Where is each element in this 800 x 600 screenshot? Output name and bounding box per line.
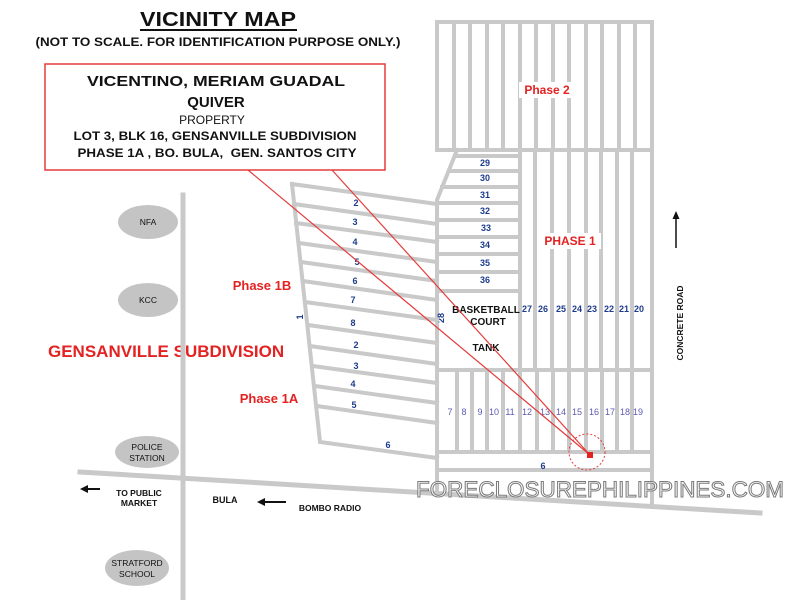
lot-number: 17 [604, 407, 616, 417]
lot-number: 5 [351, 400, 357, 410]
phase-2-label: Phase 2 [524, 83, 570, 97]
phase-1-upper-lot-dividers [437, 150, 652, 370]
basketball-court-label-line1: BASKETBALL [452, 305, 520, 316]
lot-number: 1 [295, 314, 305, 320]
lot-number: 3 [352, 217, 358, 227]
lot-number: 29 [479, 158, 491, 168]
lot-number: 8 [350, 318, 356, 328]
phase-2-block [437, 22, 652, 150]
lot-number: 19 [632, 407, 644, 417]
phase-1-label: PHASE 1 [544, 234, 596, 248]
disclaimer-subtitle: (NOT TO SCALE. FOR IDENTIFICATION PURPOSE ONLY.) [35, 35, 401, 49]
lot-number: 4 [350, 379, 356, 389]
lot-number: 36 [479, 275, 491, 285]
police-station-marker [115, 436, 179, 468]
landmark-nfa [118, 205, 178, 239]
property-address-line2: PHASE 1A , BO. BULA, GEN. SANTOS CITY [77, 146, 357, 160]
subdivision-label: GENSANVILLE SUBDIVISION [48, 342, 285, 361]
lot-number: 25 [555, 304, 567, 314]
lot-number: 5 [354, 257, 360, 267]
lot-number: 20 [633, 304, 645, 314]
lot-number: 16 [588, 407, 600, 417]
bula-road-label: BULA [212, 495, 238, 505]
lot-number: 15 [571, 407, 583, 417]
lot-number: 2 [353, 340, 359, 350]
phase-1a-label: Phase 1A [239, 391, 299, 406]
lot-number: 14 [555, 407, 567, 417]
lot-number: 34 [479, 240, 491, 250]
lot-number: 18 [619, 407, 631, 417]
property-callout-box [45, 64, 385, 170]
lot-number: 11 [505, 407, 515, 417]
lot-number: 10 [488, 407, 500, 417]
lot-number: 6 [385, 440, 391, 450]
basketball-court-label-line2: COURT [470, 317, 506, 328]
property-owner-line1: VICENTINO, MERIAM GUADAL [87, 73, 345, 90]
landmark-kcc [118, 283, 178, 317]
arrow-left-icon [80, 485, 100, 493]
lot-number: 4 [352, 237, 358, 247]
police-station-label-line2: STATION [129, 453, 165, 463]
stratford-school-marker [105, 550, 169, 586]
lot-number: 8 [461, 407, 467, 417]
lot-number: 6 [352, 276, 358, 286]
lot-number: 21 [618, 304, 630, 314]
map-title: VICINITY MAP [140, 9, 296, 31]
lot-number: 33 [480, 223, 492, 233]
lot-number: 32 [479, 206, 491, 216]
lot-number: 31 [479, 190, 491, 200]
stratford-school-label-line2: SCHOOL [119, 569, 155, 579]
arrow-up-icon [673, 211, 680, 248]
bombo-radio-label: BOMBO RADIO [298, 503, 362, 513]
phase-1-block [436, 150, 652, 507]
stratford-school-label-line1: STRATFORD [111, 558, 163, 568]
property-owner-line2: QUIVER [187, 94, 245, 111]
landmark-police-station [115, 436, 179, 468]
landmark-stratford-school [105, 550, 169, 586]
lot-number: 26 [537, 304, 549, 314]
phase-1-column-lot-dividers [437, 150, 520, 370]
lot-number: 7 [447, 407, 453, 417]
lot-number: 24 [571, 304, 583, 314]
lot-number: 23 [586, 304, 598, 314]
tank-label: TANK [472, 343, 500, 354]
lot-number: 2 [353, 198, 359, 208]
lot-number: 13 [539, 407, 551, 417]
lot-number: 12 [521, 407, 533, 417]
police-station-label-line1: POLICE [131, 442, 163, 452]
lot-number: 9 [477, 407, 483, 417]
to-public-market-label-line1: TO PUBLIC [116, 488, 162, 498]
phase-1b-label: Phase 1B [232, 278, 292, 293]
lot-number: 6 [540, 461, 546, 471]
lot-number: 30 [479, 173, 491, 183]
kcc-label: KCC [139, 295, 157, 305]
lot-number: 28 [436, 312, 446, 324]
property-label: PROPERTY [179, 113, 245, 127]
lot-number: 22 [603, 304, 615, 314]
property-address-line1: LOT 3, BLK 16, GENSANVILLE SUBDIVISION [73, 129, 357, 143]
lot-number: 7 [350, 295, 356, 305]
lot-number: 3 [353, 361, 359, 371]
nfa-label: NFA [139, 217, 157, 227]
to-public-market-label-line2: MARKET [120, 498, 158, 508]
arrow-left-icon [257, 498, 286, 506]
watermark: FORECLOSUREPHILIPPINES.COM [416, 477, 784, 502]
lot-number: 35 [479, 258, 491, 268]
concrete-road-label: CONCRETE ROAD [675, 285, 685, 361]
lot-number: 27 [521, 304, 533, 314]
red-square-marker-icon [587, 452, 593, 458]
